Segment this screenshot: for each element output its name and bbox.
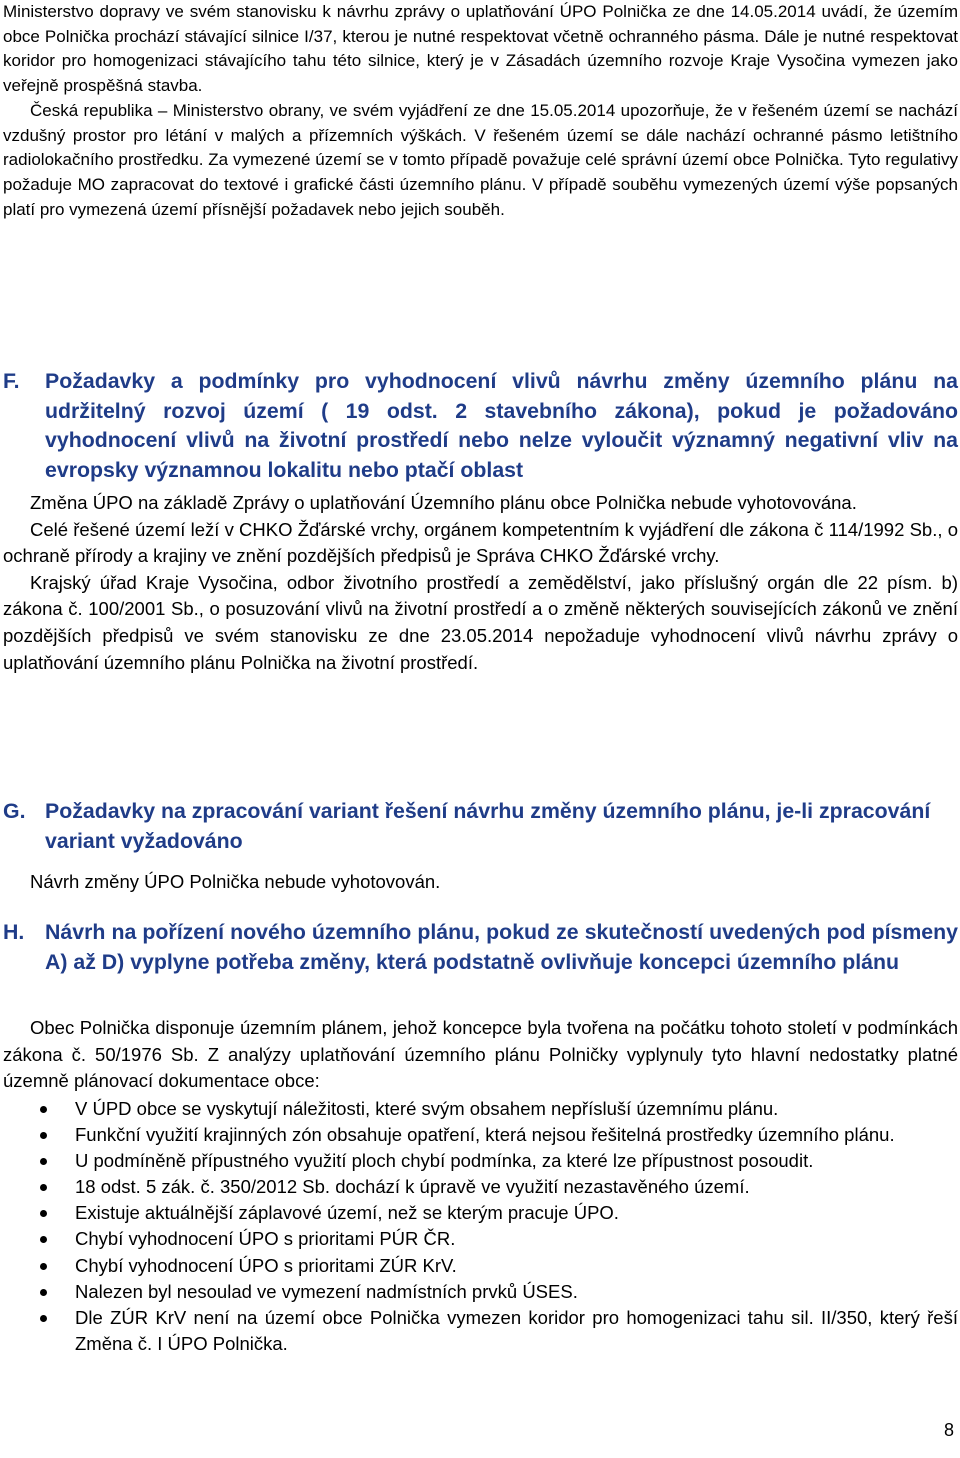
section-h-title: Návrh na pořízení nového územního plánu, pokud ze skutečností uvedených pod písmeny A) až D) vyplyne potřeba změny, která podstatně ovlivňuje koncepci územního plánu — [45, 920, 958, 974]
section-h-paragraph-1: Obec Polnička disponuje územním plánem, jehož koncepce byla tvořena na počátku tohoto století v podmínkách zákona č. 50/1976 Sb. Z analýzy uplatňování územního plánu Polničky vyplynuly tyto hlavní nedostatky platné územně plánovací dokumentace obce: — [3, 1017, 958, 1092]
section-g-paragraph-1: Návrh změny ÚPO Polnička nebude vyhotovován. — [30, 871, 441, 892]
bullet-icon — [40, 1210, 47, 1217]
section-f-paragraph-1: Změna ÚPO na základě Zprávy o uplatňování Územního plánu obce Polnička nebude vyhotovována. — [30, 492, 857, 513]
page-number: 8 — [943, 1420, 954, 1440]
bullet-icon — [40, 1289, 47, 1296]
intro-paragraph-ministry-transport: Ministerstvo dopravy ve svém stanovisku k návrhu zprávy o uplatňování ÚPO Polnička ze dne 14.05.2014 uvádí, že územím obce Polnička prochází stávající silnice I/37, kterou je nutné respektovat včetně ochranného pásma. Dále je nutné respektovat koridor pro homogenizaci stávajícího tahu této silnice, který je v Zásadách územního rozvoje Kraje Vysočina vymezen jako veřejně prospěšná stavba. — [3, 2, 958, 96]
bullet-icon — [40, 1184, 47, 1191]
section-f-paragraph-2: Celé řešené území leží v CHKO Žďárské vrchy, orgánem kompetentním k vyjádření dle zákona č 114/1992 Sb., o ochraně přírody a krajiny ve znění pozdějších předpisů je Správa CHKO Žďárské vrchy. — [3, 518, 958, 567]
bullet-icon — [40, 1106, 47, 1113]
section-g-letter: G. — [3, 799, 26, 823]
list-item: 18 odst. 5 zák. č. 350/2012 Sb. dochází k úpravě ve využití nezastavěného území. — [0, 1174, 958, 1200]
section-f-heading — [3, 367, 958, 485]
section-f-title: Požadavky a podmínky pro vyhodnocení vlivů návrhu změny územního plánu na udržitelný rozvoj území ( 19 odst. 2 stavebního zákona), pokud je požadováno vyhodnocení vlivů na životní prostředí nebo nelze vyloučit významný negativní vliv na evropsky významnou lokalitu nebo ptačí oblast — [45, 369, 958, 482]
list-item: Existuje aktuálnější záplavové území, než se kterým pracuje ÚPO. — [0, 1200, 958, 1226]
list-item: Dle ZÚR KrV není na území obce Polnička vymezen koridor pro homogenizaci tahu sil. II/350, který řeší Změna č. I ÚPO Polnička. — [0, 1305, 958, 1357]
list-item: V ÚPD obce se vyskytují náležitosti, které svým obsahem nepřísluší územnímu plánu. — [0, 1096, 958, 1122]
section-h-letter: H. — [3, 920, 25, 944]
bullet-icon — [40, 1132, 47, 1139]
section-g-heading — [3, 797, 958, 856]
section-f-letter: F. — [3, 369, 20, 393]
list-item: U podmíněně přípustného využití ploch chybí podmínka, za které lze přípustnost posoudit. — [0, 1148, 958, 1174]
bullet-icon — [40, 1315, 47, 1322]
deficiencies-list — [0, 1096, 958, 1357]
section-f-paragraph-3: Krajský úřad Kraje Vysočina, odbor životního prostředí a zemědělství, jako příslušný orgán dle 22 písm. b) zákona č. 100/2001 Sb., o posuzování vlivů na životní prostředí a o změně některých souvisejících zákonů ve znění pozdějších předpisů ve svém stanovisku ze dne 23.05.2014 nepožaduje vyhodnocení vlivů návrhu zprávy o uplatňování územního plánu Polnička na životní prostředí. — [3, 571, 958, 673]
section-h-body — [3, 1015, 958, 1095]
intro-block — [3, 0, 958, 222]
bullet-icon — [40, 1263, 47, 1270]
list-item: Chybí vyhodnocení ÚPO s prioritami ZÚR KrV. — [0, 1253, 958, 1279]
intro-paragraph-ministry-defense: Česká republika – Ministerstvo obrany, ve svém vyjádření ze dne 15.05.2014 upozorňuje, že v řešeném území se nachází vzdušný prostor pro létání v malých a přízemních výškách. V řešeném území se dále nachází ochranné pásmo letištního radiolokačního prostředku. Za vymezené území se v tomto případě považuje celé správní území obce Polnička. Tyto regulativy požaduje MO zapracovat do textové i grafické části územního plánu. V případě souběhu vymezených území výše popsaných platí pro vymezená území přísnější požadavek nebo jejich souběh. — [3, 100, 958, 219]
section-g-body — [3, 869, 958, 896]
list-item: Funkční využití krajinných zón obsahuje opatření, která nejsou řešitelná prostředky územního plánu. — [0, 1122, 958, 1148]
bullet-icon — [40, 1236, 47, 1243]
list-item: Nalezen byl nesoulad ve vymezení nadmístních prvků ÚSES. — [0, 1279, 958, 1305]
bullet-icon — [40, 1158, 47, 1165]
section-h-heading — [3, 918, 958, 977]
list-item: Chybí vyhodnocení ÚPO s prioritami PÚR ČR. — [0, 1226, 958, 1252]
section-g-title: Požadavky na zpracování variant řešení návrhu změny územního plánu, je-li zpracování variant vyžadováno — [45, 799, 931, 853]
section-f-body — [3, 490, 958, 676]
